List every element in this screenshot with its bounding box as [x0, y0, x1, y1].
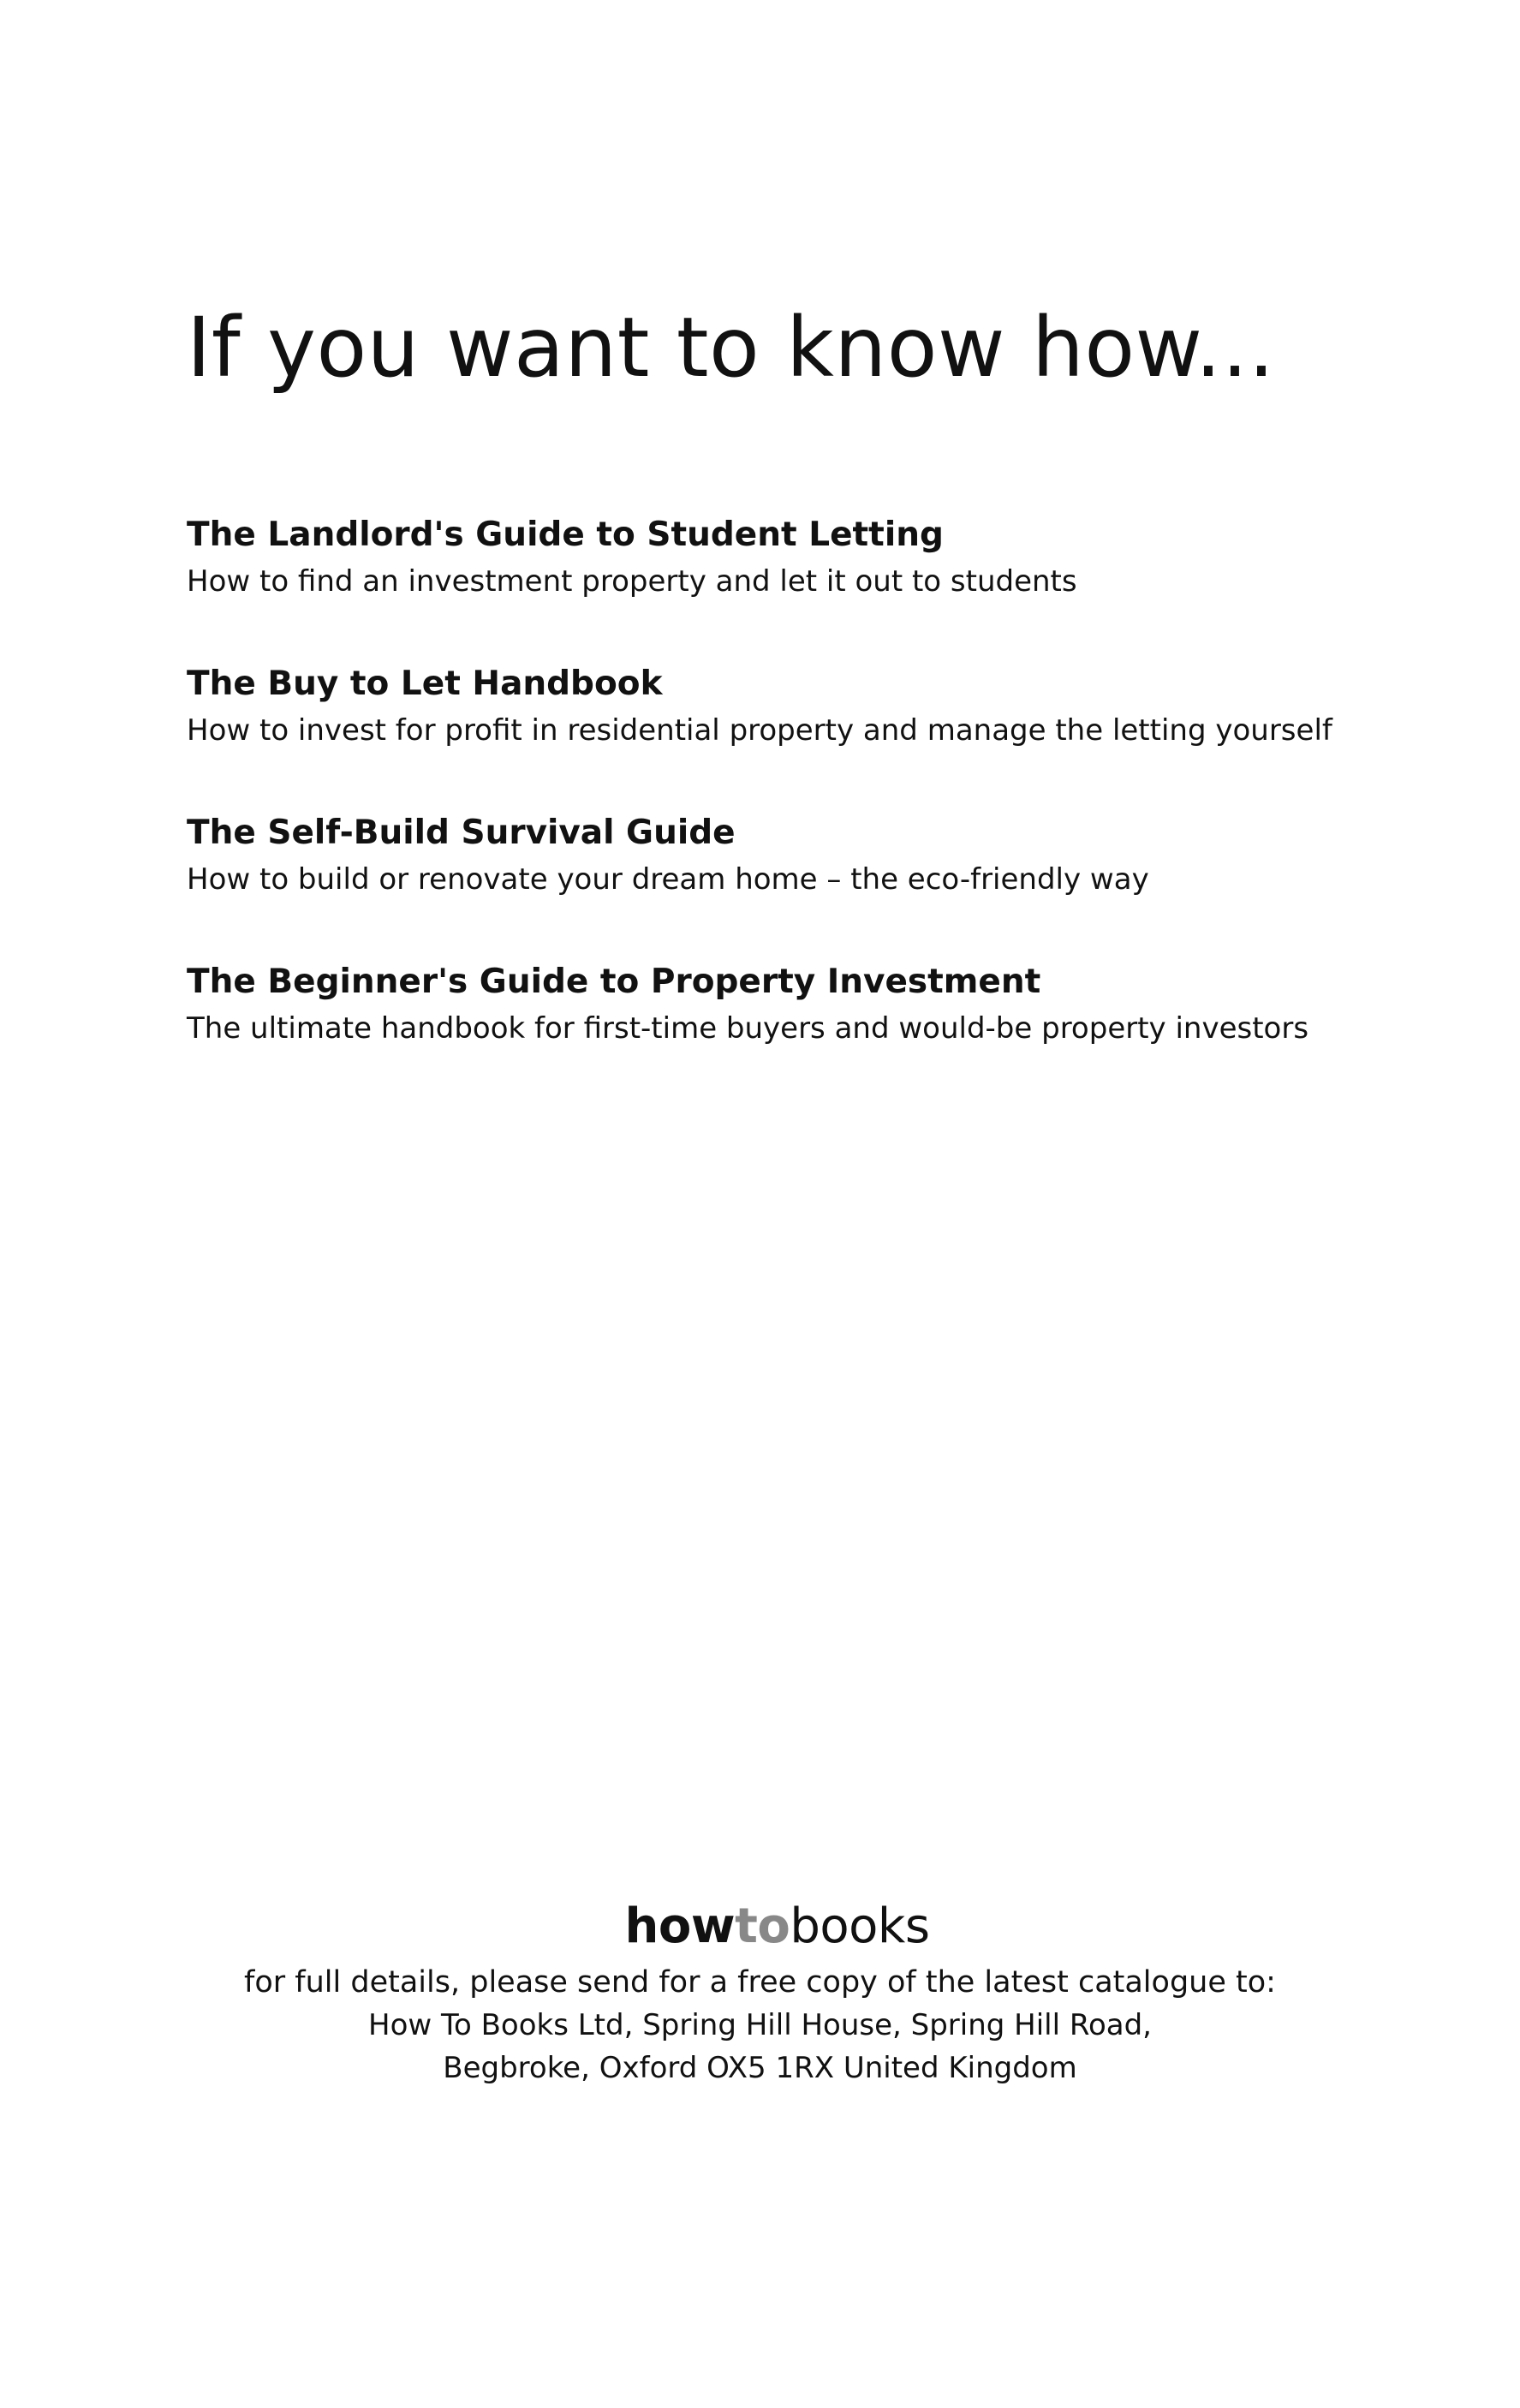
publisher-logo	[624, 1892, 929, 1961]
book-description: How to invest for profit in residential property and manage the letting yourself	[187, 713, 1332, 748]
book-description: How to find an investment property and let it out to students	[187, 564, 1077, 599]
address-line-2: Begbroke, Oxford OX5 1RX United Kingdom	[443, 2051, 1077, 2085]
book-title: The Buy to Let Handbook	[187, 665, 663, 703]
list-item	[187, 512, 1334, 661]
book-title: The Beginner's Guide to Property Investment	[187, 963, 1041, 1001]
list-item	[187, 959, 1334, 1108]
logo-part-to: to	[735, 1898, 790, 1954]
book-description: The ultimate handbook for first-time buyers and would-be property investors	[187, 1011, 1309, 1046]
book-list	[187, 512, 1334, 1108]
book-title: The Self-Build Survival Guide	[187, 814, 736, 852]
address-line-1: How To Books Ltd, Spring Hill House, Spring Hill Road,	[368, 2008, 1152, 2042]
list-item	[187, 810, 1334, 959]
publisher-footer	[0, 1892, 1520, 2089]
logo-part-how: how	[624, 1898, 736, 1954]
book-title: The Landlord's Guide to Student Letting	[187, 516, 944, 554]
catalogue-request-text: for full details, please send for a free copy of the latest catalogue to:	[244, 1965, 1276, 2000]
list-item	[187, 661, 1334, 810]
page-title: If you want to know how...	[187, 300, 1275, 396]
logo-part-books: books	[790, 1898, 930, 1954]
book-description: How to build or renovate your dream home – the eco-friendly way	[187, 862, 1149, 897]
